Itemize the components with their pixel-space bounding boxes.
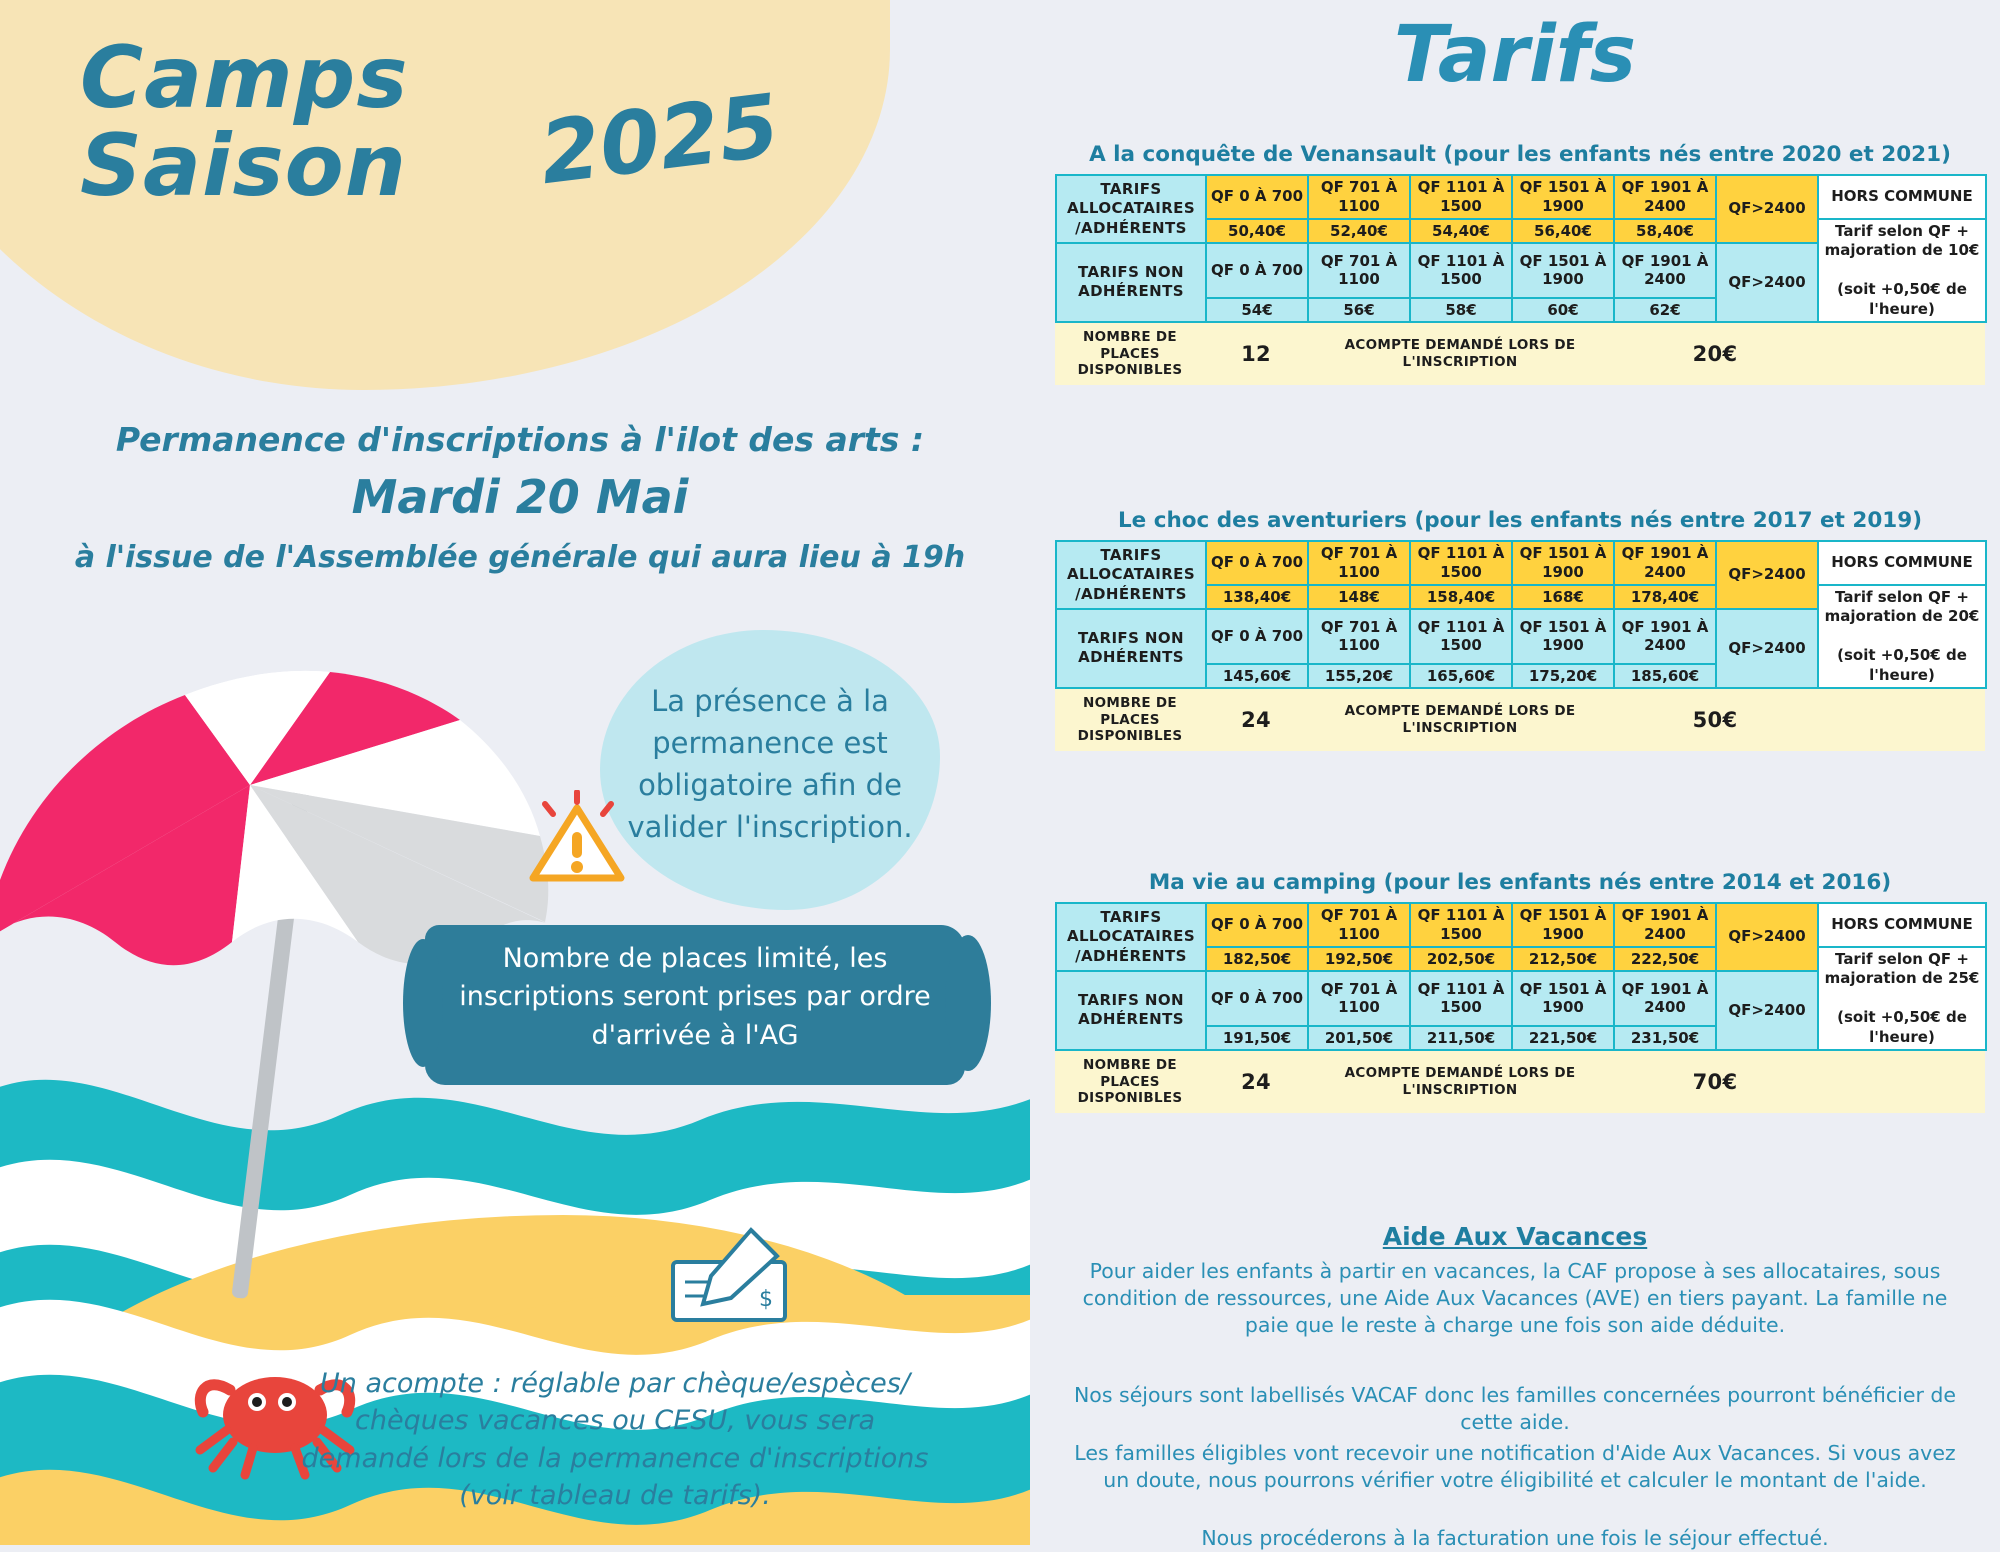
qf-header: QF 0 À 700: [1206, 609, 1308, 665]
price-cell: 231,50€: [1614, 1026, 1716, 1050]
qf-header: QF 1101 À 1500: [1410, 971, 1512, 1027]
row-label-non-adherents: TARIFS NON ADHÉRENTS: [1056, 609, 1206, 689]
price-cell: 54€: [1206, 298, 1308, 322]
row-label-allocataires: TARIFS ALLOCATAIRES /ADHÉRENTS: [1056, 903, 1206, 971]
price-cell: 165,60€: [1410, 664, 1512, 688]
tarifs-column: [1030, 0, 2000, 1550]
cheque-icon: [655, 1220, 805, 1340]
qf-header: QF 0 À 700: [1206, 903, 1308, 947]
row-label-allocataires: TARIFS ALLOCATAIRES /ADHÉRENTS: [1056, 541, 1206, 609]
section-camping: [1055, 870, 1985, 1113]
section-footer: [1055, 323, 1985, 385]
places-value: 24: [1205, 1051, 1307, 1113]
places-value: 24: [1205, 689, 1307, 751]
qf-header: QF 701 À 1100: [1308, 971, 1410, 1027]
price-cell: 138,40€: [1206, 585, 1308, 609]
price-cell: 202,50€: [1410, 947, 1512, 971]
title-year: 2025: [534, 75, 785, 205]
acompte-label: ACOMPTE DEMANDÉ LORS DE L'INSCRIPTION: [1307, 689, 1613, 751]
hors-commune-header: HORS COMMUNE: [1818, 175, 1986, 219]
acompte-note: Un acompte : réglable par chèque/espèces/ chèques vacances ou CESU, vous sera demandé lors de la permanence d'inscriptions (voir tableau de tarifs).: [301, 1368, 929, 1511]
qf-header: QF 701 À 1100: [1308, 903, 1410, 947]
qf-header: QF 0 À 700: [1206, 971, 1308, 1027]
price-cell: 58,40€: [1614, 219, 1716, 243]
qf-header: QF 1101 À 1500: [1410, 903, 1512, 947]
qf-header: QF 0 À 700: [1206, 243, 1308, 299]
price-cell: 175,20€: [1512, 664, 1614, 688]
section-venansault: [1055, 142, 1985, 385]
permanence-date: Mardi 20 Mai: [351, 470, 689, 524]
footer-spacer: [1817, 689, 1985, 751]
aide-paragraph-1: Pour aider les enfants à partir en vacances, la CAF propose à ses allocataires, sous condition de ressources, une Aide Aux Vacances (AVE) en tiers payant. La famille ne paie que le reste à charge une fois son aide déduite.: [1082, 1259, 1948, 1338]
aide-title: Aide Aux Vacances: [1382, 1222, 1648, 1251]
places-label: NOMBRE DE PLACES DISPONIBLES: [1055, 689, 1205, 751]
hors-commune-text: Tarif selon QF + majoration de 20€: [1824, 587, 1980, 625]
permanence-subtitle: à l'issue de l'Assemblée générale qui aura lieu à 19h: [74, 540, 966, 575]
qf-header-max: QF>2400: [1716, 243, 1818, 323]
acompte-value: 50€: [1613, 689, 1817, 751]
acompte-value: 70€: [1613, 1051, 1817, 1113]
acompte-value: 20€: [1613, 323, 1817, 385]
qf-header: QF 1901 À 2400: [1614, 175, 1716, 219]
acompte-label: ACOMPTE DEMANDÉ LORS DE L'INSCRIPTION: [1307, 323, 1613, 385]
qf-header: QF 1901 À 2400: [1614, 541, 1716, 585]
price-cell: 201,50€: [1308, 1026, 1410, 1050]
qf-header: QF 1101 À 1500: [1410, 541, 1512, 585]
qf-header: QF 701 À 1100: [1308, 175, 1410, 219]
qf-header: QF 0 À 700: [1206, 541, 1308, 585]
price-cell: 168€: [1512, 585, 1614, 609]
price-cell: 56€: [1308, 298, 1410, 322]
hors-commune-text: Tarif selon QF + majoration de 10€: [1824, 221, 1980, 259]
title-line-2: Saison: [80, 115, 407, 216]
price-cell: 52,40€: [1308, 219, 1410, 243]
price-cell: 212,50€: [1512, 947, 1614, 971]
row-label-non-adherents: TARIFS NON ADHÉRENTS: [1056, 243, 1206, 323]
places-label: NOMBRE DE PLACES DISPONIBLES: [1055, 1051, 1205, 1113]
acompte-label: ACOMPTE DEMANDÉ LORS DE L'INSCRIPTION: [1307, 1051, 1613, 1113]
price-cell: 145,60€: [1206, 664, 1308, 688]
price-cell: 62€: [1614, 298, 1716, 322]
row-label-non-adherents: TARIFS NON ADHÉRENTS: [1056, 971, 1206, 1051]
qf-header: QF 1501 À 1900: [1512, 541, 1614, 585]
places-value: 12: [1205, 323, 1307, 385]
qf-header-max: QF>2400: [1716, 175, 1818, 243]
price-cell: 60€: [1512, 298, 1614, 322]
section-title: A la conquête de Venansault (pour les enfants nés entre 2020 et 2021): [1089, 142, 1951, 167]
info-bubble-text: La présence à la permanence est obligatoire afin de valider l'inscription.: [627, 684, 913, 845]
qf-header-max: QF>2400: [1716, 609, 1818, 689]
qf-header: QF 1901 À 2400: [1614, 243, 1716, 299]
title-line-1: Camps: [80, 28, 409, 128]
section-title: Ma vie au camping (pour les enfants nés entre 2014 et 2016): [1148, 870, 1892, 895]
row-label-allocataires: TARIFS ALLOCATAIRES /ADHÉRENTS: [1056, 175, 1206, 243]
footer-spacer: [1817, 323, 1985, 385]
brush-banner-text: Nombre de places limité, les inscriptions seront prises par ordre d'arrivée à l'AG: [459, 943, 931, 1051]
qf-header-max: QF>2400: [1716, 903, 1818, 971]
aide-paragraph-2: Nos séjours sont labellisés VACAF donc les familles concernées pourront bénéficier de cette aide.: [1073, 1383, 1957, 1435]
hors-commune-note: [1818, 585, 1986, 689]
qf-header: QF 1101 À 1500: [1410, 175, 1512, 219]
qf-header: QF 1101 À 1500: [1410, 243, 1512, 299]
price-cell: 54,40€: [1410, 219, 1512, 243]
hors-commune-subnote: (soit +0,50€ de l'heure): [1837, 1008, 1967, 1046]
hors-commune-note: [1818, 947, 1986, 1051]
hors-commune-header: HORS COMMUNE: [1818, 903, 1986, 947]
qf-header-max: QF>2400: [1716, 971, 1818, 1051]
hors-commune-subnote: (soit +0,50€ de l'heure): [1837, 646, 1967, 684]
section-aventuriers: [1055, 508, 1985, 751]
price-cell: 182,50€: [1206, 947, 1308, 971]
qf-header-max: QF>2400: [1716, 541, 1818, 609]
hors-commune-header: HORS COMMUNE: [1818, 541, 1986, 585]
qf-header: QF 1901 À 2400: [1614, 609, 1716, 665]
price-cell: 192,50€: [1308, 947, 1410, 971]
hors-commune-text: Tarif selon QF + majoration de 25€: [1824, 949, 1980, 987]
tarifs-table: [1055, 902, 1987, 1051]
qf-header: QF 1901 À 2400: [1614, 971, 1716, 1027]
hors-commune-note: [1818, 219, 1986, 323]
price-cell: 222,50€: [1614, 947, 1716, 971]
qf-header: QF 701 À 1100: [1308, 243, 1410, 299]
qf-header: QF 1901 À 2400: [1614, 903, 1716, 947]
qf-header: QF 701 À 1100: [1308, 609, 1410, 665]
section-footer: [1055, 689, 1985, 751]
price-cell: 178,40€: [1614, 585, 1716, 609]
price-cell: 58€: [1410, 298, 1512, 322]
permanence-line: Permanence d'inscriptions à l'ilot des arts :: [115, 420, 925, 459]
price-cell: 158,40€: [1410, 585, 1512, 609]
tarifs-title: Tarifs: [1393, 10, 1637, 100]
tarifs-table: [1055, 540, 1987, 689]
price-cell: 155,20€: [1308, 664, 1410, 688]
places-label: NOMBRE DE PLACES DISPONIBLES: [1055, 323, 1205, 385]
price-cell: 185,60€: [1614, 664, 1716, 688]
qf-header: QF 0 À 700: [1206, 175, 1308, 219]
aide-paragraph-4: Nous procéderons à la facturation une fois le séjour effectué.: [1201, 1526, 1829, 1550]
svg-text:$: $: [759, 1287, 773, 1312]
price-cell: 221,50€: [1512, 1026, 1614, 1050]
qf-header: QF 1501 À 1900: [1512, 609, 1614, 665]
footer-spacer: [1817, 1051, 1985, 1113]
price-cell: 148€: [1308, 585, 1410, 609]
price-cell: 211,50€: [1410, 1026, 1512, 1050]
qf-header: QF 1501 À 1900: [1512, 903, 1614, 947]
section-footer: [1055, 1051, 1985, 1113]
qf-header: QF 1101 À 1500: [1410, 609, 1512, 665]
price-cell: 50,40€: [1206, 219, 1308, 243]
tarifs-table: [1055, 174, 1987, 323]
qf-header: QF 1501 À 1900: [1512, 175, 1614, 219]
price-cell: 191,50€: [1206, 1026, 1308, 1050]
qf-header: QF 701 À 1100: [1308, 541, 1410, 585]
qf-header: QF 1501 À 1900: [1512, 243, 1614, 299]
section-title: Le choc des aventuriers (pour les enfants nés entre 2017 et 2019): [1117, 508, 1923, 533]
hors-commune-subnote: (soit +0,50€ de l'heure): [1837, 280, 1967, 318]
warning-icon: [525, 790, 630, 890]
aide-paragraph-3: Les familles éligibles vont recevoir une notification d'Aide Aux Vacances. Si vous avez un doute, nous pourrons vérifier votre éligibilité et calculer le montant de l'aide.: [1074, 1441, 1956, 1493]
price-cell: 56,40€: [1512, 219, 1614, 243]
qf-header: QF 1501 À 1900: [1512, 971, 1614, 1027]
